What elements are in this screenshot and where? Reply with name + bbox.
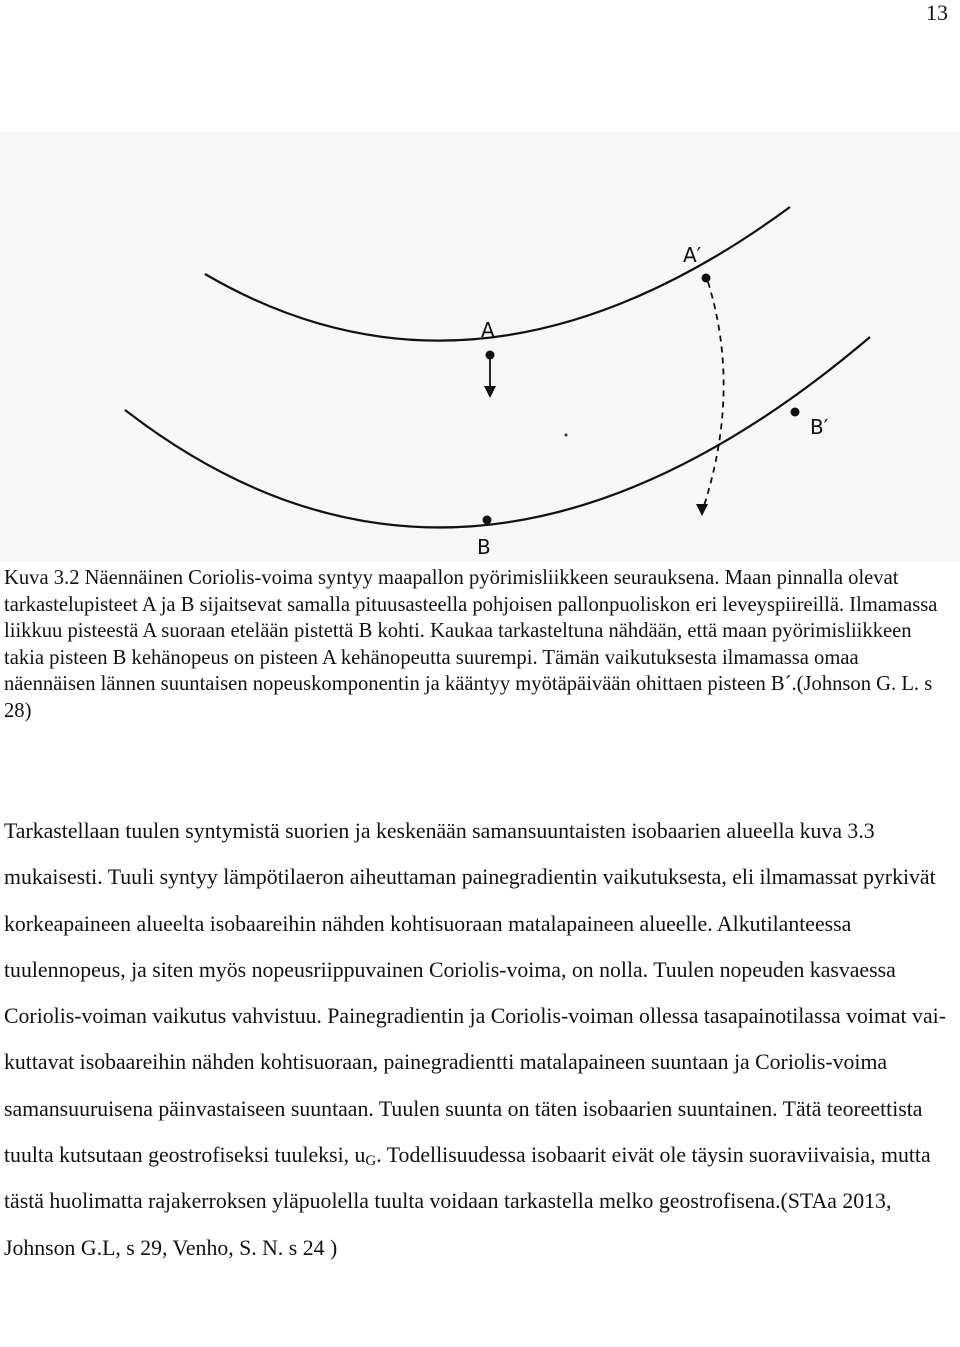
body-subscript: G xyxy=(365,1153,377,1170)
label-a-prime: A′ xyxy=(683,243,702,267)
figure-caption: Kuva 3.2 Näennäinen Coriolis-voima syntyy maapallon pyörimisliikkeen seurauksena. Maan pinnalla olevat tarkastelupisteet A ja B sijaitsevat samalla pituusasteella pohjoisen pallonpuoliskon eri leveyspiireillä. Ilmamassa liikkuu pisteestä A suoraan etelään pistettä B kohti. Kaukaa tarkasteltuna nähdään, että maan pyörimisliikkeen takia pisteen B kehänopeus on pisteen A kehänopeutta suurempi. Tämän vaikutuksesta ilmamassa omaa näennäisen lännen suuntaisen nopeuskomponentin ja kääntyy myötäpäivään ohittaen pisteen B´.(Johnson G. L. s 28) xyxy=(4,567,938,722)
page-number: 13 xyxy=(926,0,948,25)
coriolis-figure xyxy=(0,132,960,562)
label-b: B xyxy=(477,535,491,559)
figure-background xyxy=(0,132,960,562)
label-a: A xyxy=(481,318,495,342)
body-paragraph xyxy=(4,808,954,1271)
body-text-end: . Todellisuudessa isobaarit eivät ole täysin suoraviivaisia, mutta tästä huolimatta rajakerroksen yläpuolella tuulta voidaan tarkastella melko geostrofisena.(STAa 2013, Johnson G.L, s 29, Venho, S. N. s 24 ) xyxy=(4,1143,931,1260)
point-b xyxy=(483,516,492,525)
speck xyxy=(565,434,568,437)
coriolis-diagram xyxy=(0,132,960,562)
point-a xyxy=(486,351,495,360)
point-b-prime xyxy=(791,408,800,417)
body-text-main: Tarkastellaan tuulen syntymistä suorien ja keskenään samansuuntaisten isobaarien alueella kuva 3.3 mukaisesti. Tuuli syntyy lämpötilaeron aiheuttaman painegradientin vaikutuksesta, eli ilmamassat pyrkivät korkeapaineen alueelta isobaareihin nähden kohtisuoraan matalapaineen alueelle. Alkutilanteessa tuulennopeus, ja siten myös nopeusriippuvainen Coriolis-voima, on nolla. Tuulen nopeuden kasvaessa Coriolis-voiman vaikutus vahvistuu. Painegradientin ja Coriolis-voiman ollessa tasapainotilassa voimat vaikuttavat isobaareihin nähden kohtisuoraan, painegradientti matalapaineen suuntaan ja Coriolis-voima samansuuruisena päinvastaiseen suuntaan. Tuulen suunta on täten isobaarien suuntainen. Tätä teoreettista tuulta kutsutaan geostrofiseksi tuuleksi, u xyxy=(4,819,946,1168)
label-b-prime: B′ xyxy=(810,415,829,439)
point-a-prime xyxy=(702,274,711,283)
